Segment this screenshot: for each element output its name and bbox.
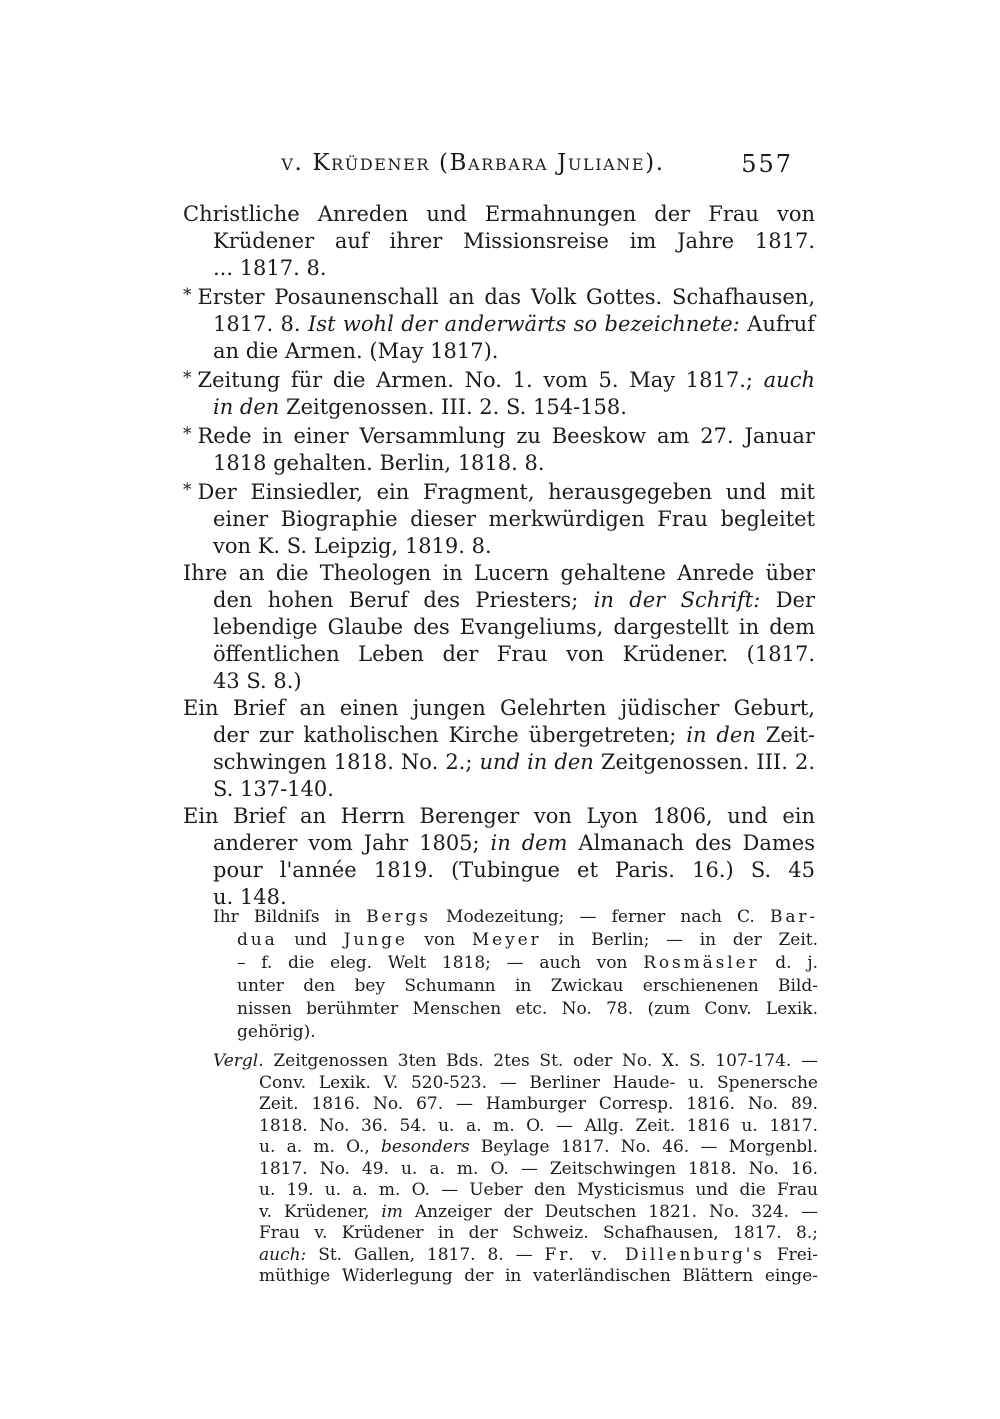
page-number: 557 — [741, 150, 793, 178]
text-segment: Der Einsiedler, ein Fragment, herausgegeben und mit — [197, 480, 815, 504]
text-segment: anderer vom Jahr 1805; — [213, 831, 491, 855]
text-line — [213, 776, 815, 803]
asterisk-marker: * — [183, 285, 192, 305]
text-segment: Zeitgenossen. III. 2. S. 154-158. — [279, 395, 627, 419]
text-segment: dua — [237, 930, 278, 950]
text-segment: Junge — [343, 930, 408, 950]
text-segment: Zeitgenossen 3ten Bds. 2tes St. oder No. X. S. 107-174. — — [263, 1051, 818, 1071]
text-segment: d. j. — [759, 953, 818, 973]
text-segment: u. a. m. O., — [259, 1137, 382, 1157]
text-line — [213, 228, 815, 255]
text-segment: 43 S. 8.) — [213, 669, 302, 693]
text-line — [213, 641, 815, 668]
text-segment: auch — [763, 368, 815, 392]
text-segment: in Berlin; — in der Zeit. — [541, 930, 818, 950]
text-line — [213, 906, 818, 929]
text-segment: besonders — [381, 1137, 470, 1157]
text-segment: Christliche Anreden und Ermahnungen der Frau von — [183, 202, 815, 226]
text-segment: von — [407, 930, 472, 950]
text-segment: Frei- — [764, 1244, 818, 1265]
text-segment: Zeit- — [755, 723, 815, 747]
text-line — [259, 1094, 818, 1116]
bibliography-entry — [183, 803, 815, 911]
text-segment: Beylage 1817. No. 46. — Morgenbl. — [469, 1137, 818, 1157]
asterisk-marker: * — [183, 480, 192, 500]
text-segment: nissen berühmter Menschen etc. No. 78. (zum Conv. Lexik. — [237, 999, 818, 1019]
text-line — [183, 365, 815, 394]
text-segment: Ihre an die Theologen in Lucern gehaltene Anrede über — [183, 561, 815, 585]
text-segment: v. Krüdener, — [259, 1201, 382, 1222]
text-segment: Krüdener auf ihrer Missionsreise im Jahre 1817. — [213, 229, 815, 253]
text-segment: Almanach des Dames — [567, 831, 816, 855]
text-segment: Ein Brief an Herrn Berenger von Lyon 1806, und ein — [183, 804, 815, 828]
portrait-note — [213, 906, 818, 1044]
text-line — [259, 1073, 818, 1095]
text-line — [259, 1137, 818, 1159]
asterisk-marker: * — [183, 424, 192, 444]
text-segment: an die Armen. (May 1817). — [213, 339, 499, 363]
bibliography-entry — [183, 560, 815, 695]
text-segment: Zeitgenossen. III. 2. — [593, 750, 815, 774]
asterisk-marker: * — [183, 368, 192, 388]
text-segment: Ihr Bildniſs in — [213, 907, 367, 927]
text-line — [237, 975, 818, 998]
text-segment: in der Schrift: — [593, 588, 761, 612]
text-line — [213, 857, 815, 884]
text-line — [183, 695, 815, 722]
text-line — [213, 749, 815, 776]
text-segment: einer Biographie dieser merkwürdigen Frau begleitet — [213, 507, 815, 531]
text-segment: u. 148. — [213, 885, 287, 909]
vergl-note — [213, 1051, 818, 1288]
text-line — [213, 1051, 818, 1073]
text-segment: S. 137-140. — [213, 777, 334, 801]
text-segment: in dem — [490, 831, 568, 855]
text-line — [213, 255, 815, 282]
text-line — [213, 450, 815, 477]
text-segment: öffentlichen Leben der Frau von Krüdener. (1817. — [213, 642, 815, 666]
bibliography-entry — [183, 282, 815, 365]
text-segment: u. 19. u. a. m. O. — Ueber den Mysticismus und die Frau — [259, 1180, 818, 1200]
text-segment: Rosmäsler — [643, 953, 760, 973]
bibliography-entry — [183, 421, 815, 477]
text-segment: Fr. v. Dillenburg's — [544, 1244, 765, 1265]
text-segment: schwingen 1818. No. 2.; — [213, 750, 480, 774]
text-segment: Ein Brief an einen jungen Gelehrten jüdischer Geburt, — [183, 696, 815, 720]
text-segment: unter den bey Schumann in Zwickau erschienenen Bild- — [237, 976, 818, 996]
text-segment: Zeit. 1816. No. 67. — Hamburger Corresp. 1816. No. 89. — [259, 1094, 818, 1114]
text-segment: Vergl. — [213, 1051, 264, 1071]
text-segment: Ist wohl der anderwärts so bezeichnete: — [308, 312, 740, 336]
text-line — [213, 311, 815, 338]
text-segment: Frau v. Krüdener in der Schweiz. Schafhausen, 1817. 8.; — [259, 1223, 818, 1243]
text-line — [259, 1245, 818, 1267]
text-line — [237, 1021, 818, 1044]
text-segment: ... 1817. 8. — [213, 256, 327, 280]
text-line — [213, 533, 815, 560]
text-line — [213, 587, 815, 614]
text-line — [259, 1223, 818, 1245]
text-segment: den hohen Beruf des Priesters; — [213, 588, 594, 612]
text-segment: Meyer — [471, 930, 542, 950]
text-segment: 1818 gehalten. Berlin, 1818. 8. — [213, 451, 545, 475]
text-segment: auch: — [259, 1244, 307, 1265]
text-segment: Erster Posaunenschall an das Volk Gottes. Schafhausen, — [197, 285, 815, 309]
text-line — [259, 1116, 818, 1138]
bibliography-entry — [183, 477, 815, 560]
text-segment: Anzeiger der Deutschen 1821. No. 324. — — [402, 1201, 818, 1222]
text-segment: Rede in einer Versammlung zu Beeskow am 27. Januar — [197, 424, 815, 448]
text-segment: Conv. Lexik. V. 520-523. — Berliner Haude- u. Spenersche — [259, 1072, 818, 1093]
text-line — [213, 614, 815, 641]
text-line — [183, 282, 815, 311]
text-line — [183, 421, 815, 450]
text-segment: Aufruf — [739, 312, 815, 336]
text-segment: 1817. No. 49. u. a. m. O. — Zeitschwingen 1818. No. 16. — [259, 1158, 818, 1179]
text-segment: St. Gallen, 1817. 8. — — [306, 1244, 545, 1265]
text-segment: gehörig). — [237, 1022, 316, 1042]
text-line — [259, 1202, 818, 1224]
text-line — [237, 929, 818, 952]
text-line — [183, 477, 815, 506]
text-segment: in den — [213, 395, 280, 419]
text-segment: pour l'année 1819. (Tubingue et Paris. 16.) S. 45 — [213, 858, 815, 882]
text-segment: Modezeitung; — ferner nach C. — [430, 907, 770, 927]
text-segment: 1818. No. 36. 54. u. a. m. O. — Allg. Zeit. 1816 u. 1817. — [259, 1115, 818, 1136]
text-segment: Der — [760, 588, 816, 612]
text-segment: Bar- — [769, 907, 818, 927]
text-line — [213, 830, 815, 857]
text-line — [183, 803, 815, 830]
text-segment: – f. die eleg. Welt 1818; — auch von — [237, 953, 644, 973]
bibliography-entry — [183, 201, 815, 282]
bibliography-entry — [183, 365, 815, 421]
main-bibliography — [183, 201, 815, 911]
text-segment: 1817. 8. — [213, 312, 308, 336]
text-segment: müthige Widerlegung der in vaterländischen Blättern einge- — [259, 1266, 818, 1286]
text-segment: Bergs — [366, 907, 431, 927]
text-line — [213, 506, 815, 533]
text-segment: im — [381, 1201, 403, 1222]
text-line — [213, 394, 815, 421]
text-line — [213, 722, 815, 749]
text-line — [183, 201, 815, 228]
text-segment: in den — [686, 723, 756, 747]
text-line — [237, 952, 818, 975]
text-segment: der zur katholischen Kirche übergetreten; — [213, 723, 687, 747]
text-segment: von K. S. Leipzig, 1819. 8. — [213, 534, 492, 558]
text-line — [237, 998, 818, 1021]
page-header — [183, 150, 815, 184]
text-line — [213, 338, 815, 365]
text-line — [183, 560, 815, 587]
text-segment: und in den — [479, 750, 594, 774]
bibliography-entry — [183, 695, 815, 803]
text-segment: und — [277, 930, 344, 950]
text-segment: Zeitung für die Armen. No. 1. vom 5. May 1817.; — [197, 368, 764, 392]
text-segment: lebendige Glaube des Evangeliums, dargestellt in dem — [213, 615, 815, 639]
text-line — [213, 668, 815, 695]
running-head-title: v. Krüdener (Barbara Juliane). — [281, 150, 665, 176]
text-line — [259, 1159, 818, 1181]
notes-section — [213, 906, 818, 1288]
text-line — [259, 1180, 818, 1202]
text-line — [259, 1266, 818, 1288]
